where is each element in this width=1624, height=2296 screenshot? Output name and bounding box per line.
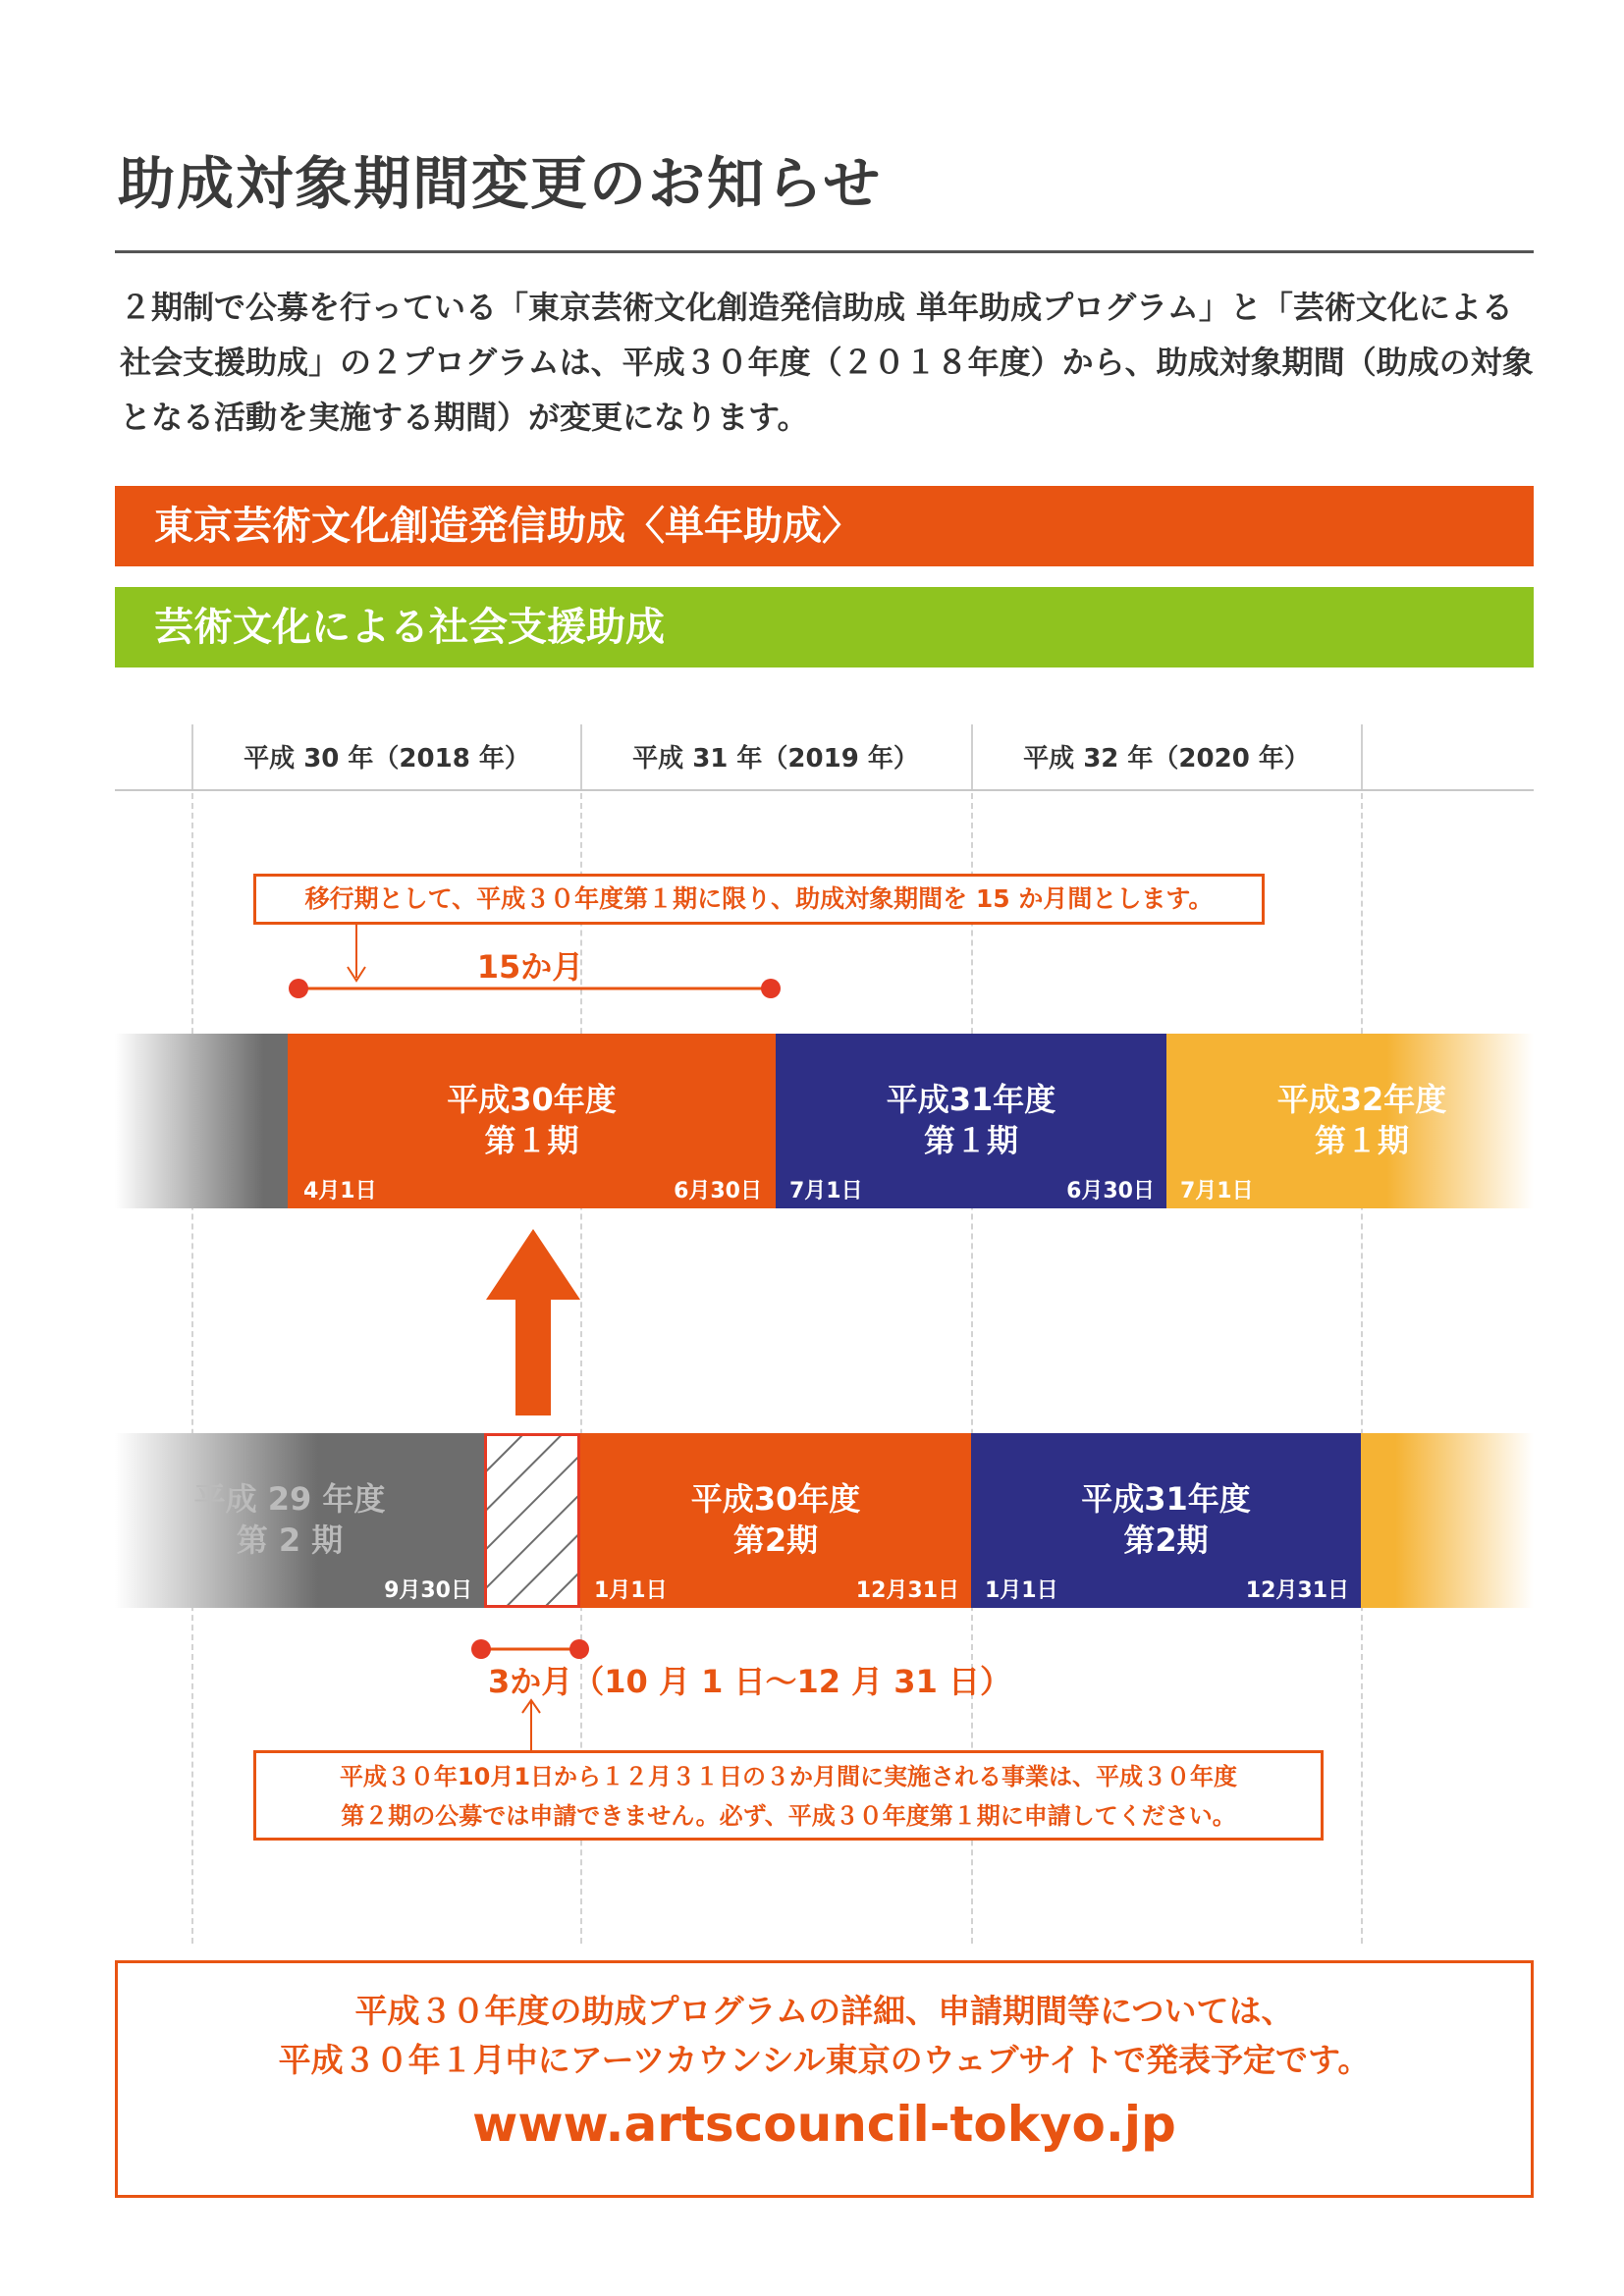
span-start-dot [289,979,308,998]
start-date: 1月1日 [594,1578,668,1603]
note-line-1: 平成３０年10月1日から１２月３１日の３か月間に実施される事業は、平成３０年度 [339,1763,1238,1790]
transition-note: 移行期として、平成３０年度第１期に限り、助成対象期間を 15 か月間とします。 [253,874,1265,925]
block-title: 平成30年度 [690,1480,861,1518]
start-date: 4月1日 [303,1179,377,1203]
hatched-gap [484,1433,580,1608]
grid-dash [191,793,193,1944]
page-title: 助成対象期間変更のお知らせ [118,150,883,217]
grid-line [1361,724,1363,791]
start-date: 1月1日 [985,1578,1058,1603]
end-date: 6月30日 [1066,1179,1155,1203]
row2-block-h29-2 [115,1433,484,1608]
footer-box [115,1960,1534,2198]
span-end-dot [761,979,781,998]
block-title: 平成31年度 [886,1081,1056,1118]
row1-block-h32-1 [1166,1034,1534,1208]
block-period: 第１期 [1314,1122,1409,1159]
end-date: 9月30日 [384,1578,472,1603]
program-banner-orange: 東京芸術文化創造発信助成〈単年助成〉 [115,486,1534,566]
application-note [253,1750,1324,1841]
span-15-label: 15か月 [476,948,584,986]
block-period: 第2期 [732,1522,819,1559]
row2-tail-fade [1361,1433,1534,1608]
year-label-2019: 平成 31 年（2019 年） [632,744,919,774]
program-banner-green: 芸術文化による社会支援助成 [115,587,1534,667]
year-label-2020: 平成 32 年（2020 年） [1023,744,1310,774]
row1-lead-fade [115,1034,290,1208]
row1-block-h31-1 [776,1034,1166,1208]
footer-line-2: 平成３０年１月中にアーツカウンシル東京のウェブサイトで発表予定です。 [278,2041,1371,2079]
span-3-label: 3か月（10 月 1 日〜12 月 31 日） [488,1663,1011,1700]
block-title: 平成32年度 [1276,1081,1447,1118]
block-title: 平成31年度 [1081,1480,1251,1518]
note-line-2: 第２期の公募では申請できません。必ず、平成３０年度第１期に申請してください。 [341,1802,1236,1830]
row1-block-h30-1 [288,1034,776,1208]
block-period: 第 2 期 [236,1522,344,1559]
block-title: 平成30年度 [447,1081,617,1118]
block-period: 第１期 [923,1122,1018,1159]
website-link[interactable]: www.artscouncil-tokyo.jp [472,2096,1176,2153]
intro-paragraph: ２期制で公募を行っている「東京芸術文化創造発信助成 単年助成プログラム」と「芸術文化による社会支援助成」の２プログラムは、平成３０年度（２０１８年度）から、助成対象期間（助成の対象となる活動を実施する期間）が変更になります。 [120,289,1534,436]
end-date: 12月31日 [855,1578,959,1603]
row2-block-h30-2 [580,1433,971,1608]
up-arrow-icon [486,1229,580,1415]
end-date: 12月31日 [1245,1578,1349,1603]
year-label-2018: 平成 30 年（2018 年） [244,744,530,774]
start-date: 7月1日 [789,1179,863,1203]
block-period: 第１期 [484,1122,579,1159]
year-header-rule [115,789,1534,791]
end-date: 6月30日 [674,1179,762,1203]
grid-dash [1361,793,1363,1944]
start-date: 7月1日 [1180,1179,1254,1203]
pointer-up-icon [520,1698,542,1752]
footer-line-1: 平成３０年度の助成プログラムの詳細、申請期間等については、 [354,1992,1294,2030]
block-title: 平成 29 年度 [193,1480,386,1518]
title-divider [115,250,1534,253]
row2-block-h31-2 [971,1433,1361,1608]
block-period: 第2期 [1123,1522,1209,1559]
